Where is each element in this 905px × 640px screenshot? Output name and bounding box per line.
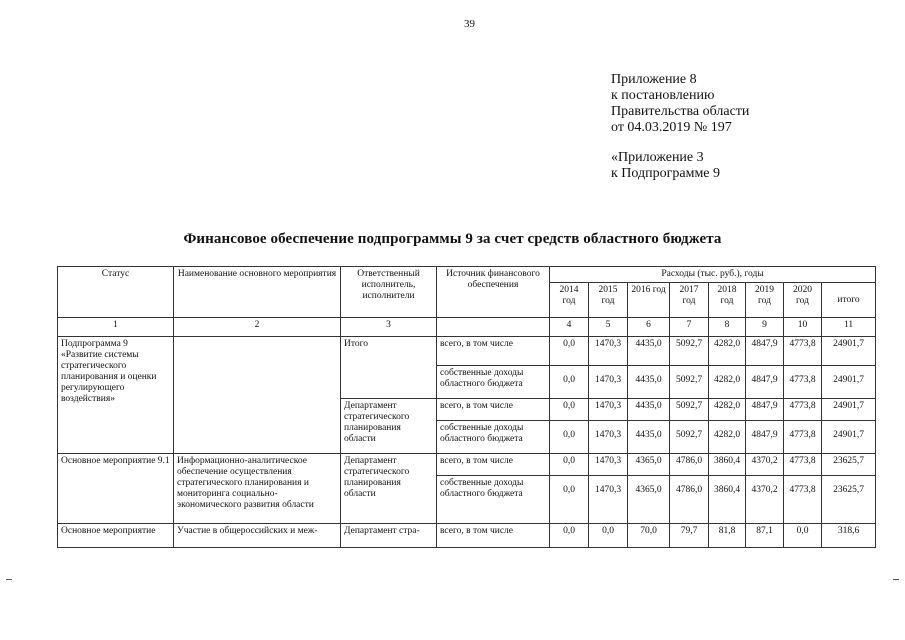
header-year: 2014 год — [550, 283, 589, 318]
annex-line: Приложение 8 — [611, 72, 697, 87]
value-cell: 1470,3 — [589, 366, 628, 399]
column-index: 9 — [746, 318, 784, 337]
value-cell: 0,0 — [550, 366, 589, 399]
value-cell: 70,0 — [628, 524, 670, 548]
value-cell: 1470,3 — [589, 476, 628, 524]
table-row — [58, 524, 876, 548]
executor-cell: Департамент стратегического планирования области — [341, 454, 437, 524]
value-cell: 4435,0 — [628, 399, 670, 421]
value-cell: 24901,7 — [822, 366, 876, 399]
value-cell: 0,0 — [550, 454, 589, 476]
annex-line: к постановлению — [611, 88, 715, 103]
value-cell: 4773,8 — [784, 421, 822, 454]
annex-line: Правительства области — [611, 104, 750, 119]
column-index: 1 — [58, 318, 174, 337]
value-cell: 0,0 — [550, 421, 589, 454]
value-cell: 3860,4 — [709, 454, 746, 476]
value-cell: 4435,0 — [628, 366, 670, 399]
column-index: 11 — [822, 318, 876, 337]
value-cell: 0,0 — [550, 337, 589, 366]
value-cell: 1470,3 — [589, 454, 628, 476]
scan-mark — [893, 579, 899, 580]
annex-block — [611, 72, 749, 182]
column-index: 3 — [341, 318, 437, 337]
table-header-row — [58, 267, 876, 283]
page-number: 39 — [464, 18, 475, 30]
column-index: 4 — [550, 318, 589, 337]
executor-cell: Итого — [341, 337, 437, 399]
annex-line: от 04.03.2019 № 197 — [611, 120, 732, 135]
header-executor: Ответственный исполнитель, исполнители — [341, 267, 437, 318]
measure-cell: Участие в общероссийских и меж- — [174, 524, 341, 548]
source-cell: собственные доходы областного бюджета — [437, 421, 550, 454]
value-cell: 0,0 — [550, 399, 589, 421]
status-cell: Основное мероприятие — [58, 524, 174, 548]
header-year: 2019 год — [746, 283, 784, 318]
column-index: 10 — [784, 318, 822, 337]
value-cell: 4370,2 — [746, 476, 784, 524]
column-index-row — [58, 318, 876, 337]
value-cell: 24901,7 — [822, 421, 876, 454]
value-cell: 0,0 — [550, 476, 589, 524]
value-cell: 5092,7 — [670, 399, 709, 421]
source-cell: всего, в том числе — [437, 454, 550, 476]
column-index: 8 — [709, 318, 746, 337]
header-year: 2016 год — [628, 283, 670, 318]
value-cell: 4365,0 — [628, 454, 670, 476]
executor-cell: Департамент стратегического планирования области — [341, 399, 437, 454]
annex-gap — [611, 136, 749, 150]
source-cell: всего, в том числе — [437, 524, 550, 548]
header-total: итого — [822, 283, 876, 318]
value-cell: 23625,7 — [822, 454, 876, 476]
document-title: Финансовое обеспечение подпрограммы 9 за счет средств областного бюджета — [183, 231, 722, 247]
header-year: 2020 год — [784, 283, 822, 318]
column-index: 7 — [670, 318, 709, 337]
status-cell: Основное мероприятие 9.1 — [58, 454, 174, 524]
value-cell: 4847,9 — [746, 399, 784, 421]
value-cell: 1470,3 — [589, 421, 628, 454]
value-cell: 4847,9 — [746, 366, 784, 399]
value-cell: 4773,8 — [784, 399, 822, 421]
value-cell: 4773,8 — [784, 476, 822, 524]
value-cell: 4282,0 — [709, 337, 746, 366]
value-cell: 0,0 — [784, 524, 822, 548]
source-cell: собственные доходы областного бюджета — [437, 366, 550, 399]
value-cell: 23625,7 — [822, 476, 876, 524]
column-index — [437, 318, 550, 337]
header-expenses: Расходы (тыс. руб.), годы — [550, 267, 876, 283]
value-cell: 4847,9 — [746, 421, 784, 454]
value-cell: 5092,7 — [670, 337, 709, 366]
column-index: 5 — [589, 318, 628, 337]
value-cell: 5092,7 — [670, 421, 709, 454]
table-row — [58, 454, 876, 476]
source-cell: собственные доходы областного бюджета — [437, 476, 550, 524]
value-cell: 4773,8 — [784, 337, 822, 366]
value-cell: 4365,0 — [628, 476, 670, 524]
header-year: 2015 год — [589, 283, 628, 318]
annex-line: «Приложение 3 — [611, 150, 704, 165]
value-cell: 79,7 — [670, 524, 709, 548]
source-cell: всего, в том числе — [437, 337, 550, 366]
value-cell: 4282,0 — [709, 399, 746, 421]
value-cell: 4773,8 — [784, 454, 822, 476]
value-cell: 318,6 — [822, 524, 876, 548]
header-source: Источник финансового обеспечения — [437, 267, 550, 318]
source-cell: всего, в том числе — [437, 399, 550, 421]
value-cell: 24901,7 — [822, 399, 876, 421]
column-index: 2 — [174, 318, 341, 337]
annex-line: к Подпрограмме 9 — [611, 166, 721, 181]
value-cell: 4786,0 — [670, 476, 709, 524]
value-cell: 87,1 — [746, 524, 784, 548]
executor-cell: Департамент стра- — [341, 524, 437, 548]
value-cell: 4435,0 — [628, 337, 670, 366]
value-cell: 3860,4 — [709, 476, 746, 524]
table-row — [58, 337, 876, 366]
measure-cell — [174, 337, 341, 454]
measure-cell: Информационно-аналитическое обеспечение осуществления стратегического планирования и мониторинга социально-экономического развития области — [174, 454, 341, 524]
value-cell: 4435,0 — [628, 421, 670, 454]
value-cell: 0,0 — [589, 524, 628, 548]
scan-mark — [6, 579, 12, 580]
value-cell: 4847,9 — [746, 337, 784, 366]
column-index: 6 — [628, 318, 670, 337]
value-cell: 1470,3 — [589, 337, 628, 366]
value-cell: 0,0 — [550, 524, 589, 548]
value-cell: 5092,7 — [670, 366, 709, 399]
value-cell: 4773,8 — [784, 366, 822, 399]
value-cell: 24901,7 — [822, 337, 876, 366]
header-status: Статус — [58, 267, 174, 318]
value-cell: 4282,0 — [709, 421, 746, 454]
value-cell: 4370,2 — [746, 454, 784, 476]
header-year: 2018 год — [709, 283, 746, 318]
value-cell: 81,8 — [709, 524, 746, 548]
value-cell: 4786,0 — [670, 454, 709, 476]
value-cell: 1470,3 — [589, 399, 628, 421]
header-measure: Наименование основного мероприятия — [174, 267, 341, 318]
value-cell: 4282,0 — [709, 366, 746, 399]
status-cell: Подпрограмма 9 «Развитие системы стратегического планирования и оценки регулирующего воздействия» — [58, 337, 174, 454]
financing-table — [57, 266, 876, 548]
header-year: 2017 год — [670, 283, 709, 318]
